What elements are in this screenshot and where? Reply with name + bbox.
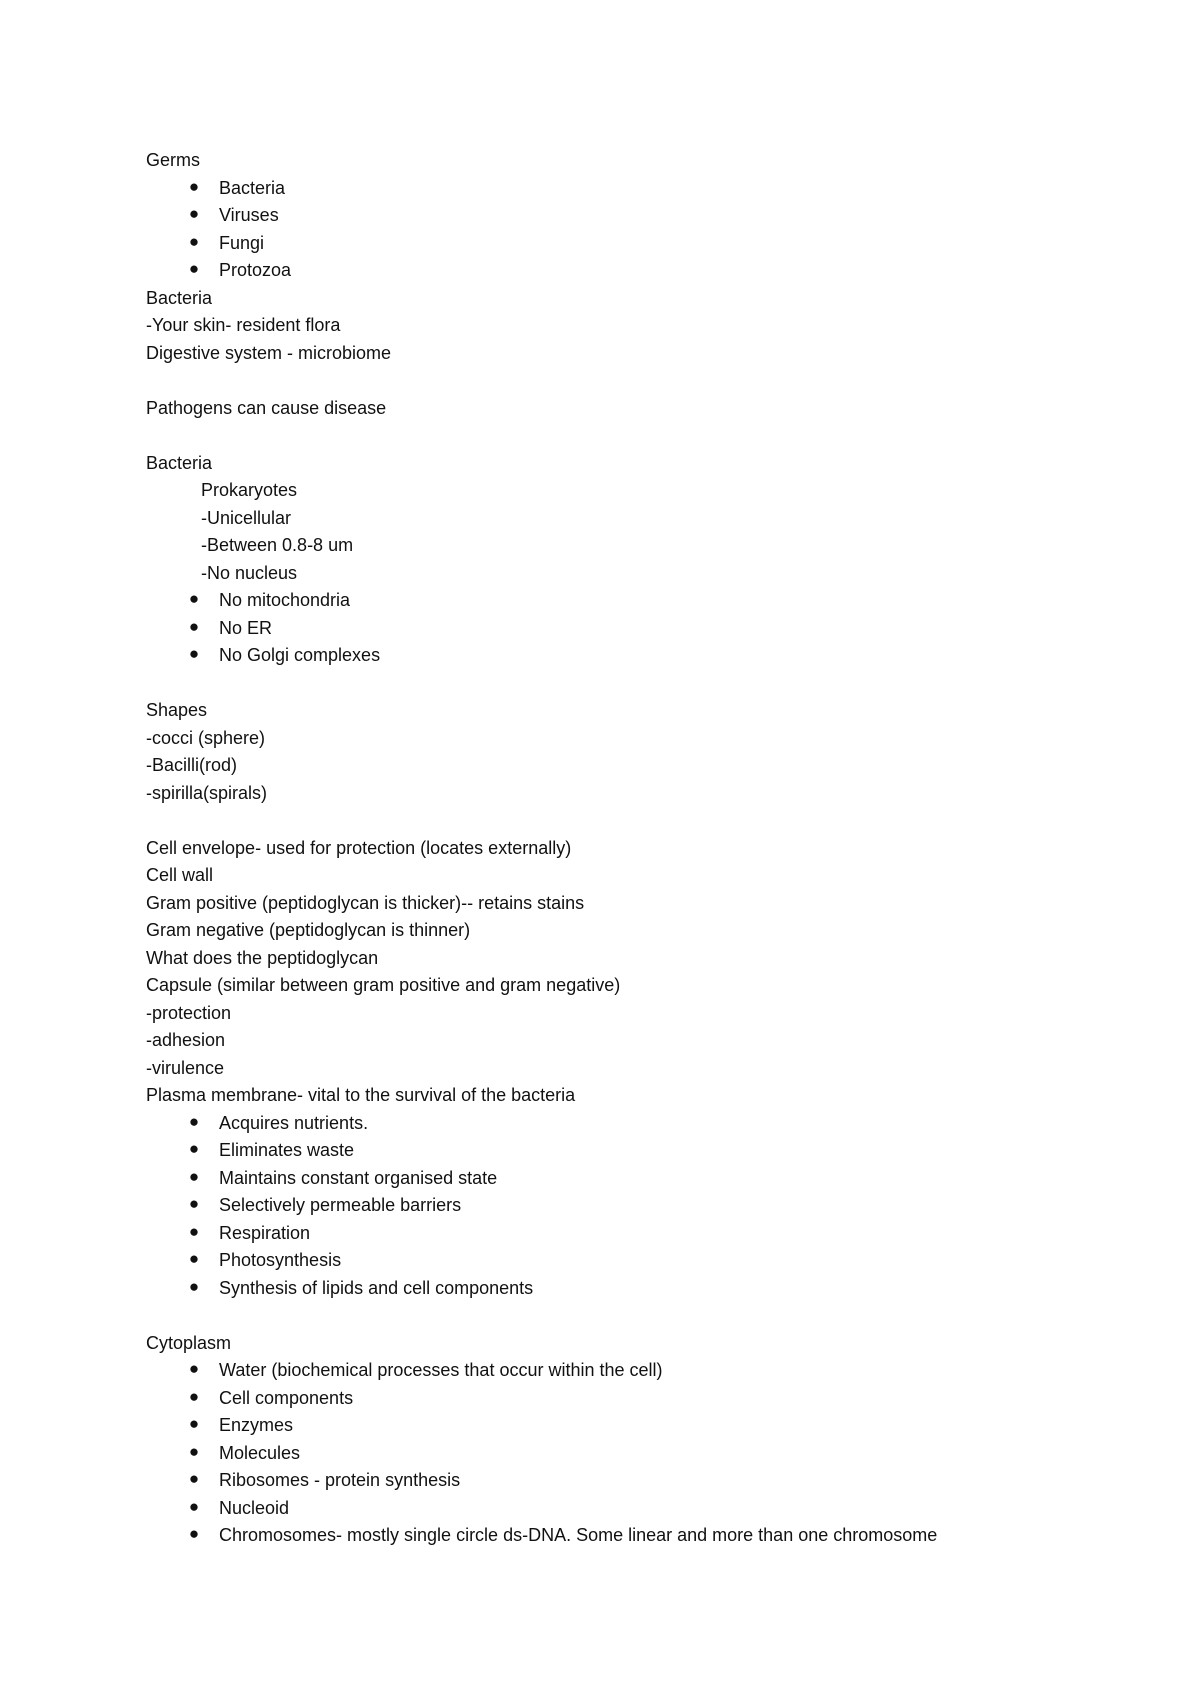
blank-line [146, 1302, 1146, 1330]
bullet-text: Selectively permeable barriers [219, 1195, 462, 1215]
bullet-icon: ● [188, 644, 200, 663]
bullet-item [146, 202, 1146, 230]
bullet-icon: ● [188, 1276, 200, 1296]
bullet-item [146, 175, 1146, 203]
bullet-icon: ● [188, 1166, 200, 1186]
bullet-item [146, 1385, 1146, 1413]
bullet-text: Eliminates waste [219, 1140, 355, 1160]
text-line: Gram positive (peptidoglycan is thicker)-- retains stains [146, 892, 585, 913]
indented-text-line: -Unicellular [201, 507, 292, 528]
bullet-icon: ● [188, 1524, 200, 1543]
bullet-item [146, 1412, 1146, 1440]
text-line: Cell wall [146, 865, 214, 885]
bullet-item [146, 1220, 1146, 1248]
text-line: Bacteria [146, 452, 213, 473]
bullet-item [146, 1165, 1146, 1193]
bullet-item [146, 1247, 1146, 1275]
blank-line [146, 807, 1146, 835]
bullet-icon: ● [188, 589, 200, 608]
bullet-icon: ● [188, 1441, 200, 1461]
bullet-text: Photosynthesis [219, 1250, 342, 1270]
bullet-icon: ● [188, 1414, 200, 1433]
bullet-item [146, 1137, 1146, 1165]
bullet-text: Protozoa [219, 260, 292, 280]
text-line: Bacteria [146, 287, 213, 308]
bullet-icon: ● [188, 1386, 200, 1406]
bullet-text: Maintains constant organised state [219, 1167, 498, 1188]
bullet-text: Acquires nutrients. [219, 1112, 369, 1133]
bullet-item [146, 1357, 1146, 1385]
bullet-text: Nucleoid [219, 1497, 290, 1518]
bullet-item [146, 1522, 1146, 1550]
bullet-icon: ● [188, 1469, 200, 1488]
bullet-text: Respiration [219, 1222, 311, 1243]
bullet-icon: ● [188, 1359, 200, 1378]
text-line: -virulence [146, 1057, 225, 1078]
blank-line [146, 422, 1146, 450]
bullet-item [146, 1275, 1146, 1303]
text-line: -protection [146, 1002, 232, 1023]
text-line: Shapes [146, 700, 208, 720]
text-line: Plasma membrane- vital to the survival of the bacteria [146, 1085, 576, 1105]
bullet-text: No Golgi complexes [219, 645, 381, 665]
bullet-icon: ● [188, 231, 200, 251]
text-line: -Your skin- resident flora [146, 315, 341, 335]
bullet-item [146, 1440, 1146, 1468]
bullet-item [146, 642, 1146, 670]
bullet-item [146, 257, 1146, 285]
bullet-text: Viruses [219, 205, 279, 225]
bullet-item [146, 587, 1146, 615]
bullet-icon: ● [188, 1496, 200, 1516]
bullet-icon: ● [188, 1249, 200, 1268]
indented-text-line: -Between 0.8-8 um [201, 535, 354, 555]
bullet-text: No mitochondria [219, 590, 351, 610]
bullet-icon: ● [188, 176, 200, 196]
bullet-item [146, 230, 1146, 258]
text-line: Digestive system - microbiome [146, 342, 392, 363]
text-line: Gram negative (peptidoglycan is thinner) [146, 920, 471, 940]
bullet-item [146, 1495, 1146, 1523]
bullet-icon: ● [188, 1139, 200, 1158]
bullet-item [146, 1192, 1146, 1220]
text-line: Capsule (similar between gram positive and gram negative) [146, 975, 621, 995]
bullet-text: Enzymes [219, 1415, 294, 1435]
indented-text-line: Prokaryotes [201, 480, 298, 500]
text-line: -Bacilli(rod) [146, 755, 238, 775]
bullet-text: Bacteria [219, 177, 286, 198]
bullet-text: Synthesis of lipids and cell components [219, 1277, 534, 1298]
document-body [146, 147, 1146, 1550]
bullet-text: Molecules [219, 1442, 301, 1463]
text-line: Cell envelope- used for protection (locates externally) [146, 837, 572, 858]
bullet-icon: ● [188, 1221, 200, 1241]
bullet-text: Water (biochemical processes that occur within the cell) [219, 1360, 663, 1380]
blank-line [146, 670, 1146, 698]
bullet-icon: ● [188, 1194, 200, 1213]
text-line: -adhesion [146, 1030, 226, 1050]
text-line: -spirilla(spirals) [146, 782, 268, 803]
bullet-icon: ● [188, 259, 200, 278]
blank-line [146, 367, 1146, 395]
bullet-icon: ● [188, 616, 200, 636]
bullet-item [146, 1467, 1146, 1495]
bullet-icon: ● [188, 204, 200, 223]
bullet-text: Fungi [219, 232, 265, 253]
bullet-text: Chromosomes- mostly single circle ds-DNA. Some linear and more than one chromosome [219, 1525, 938, 1545]
text-line: -cocci (sphere) [146, 727, 266, 748]
bullet-item [146, 1110, 1146, 1138]
text-line: Pathogens can cause disease [146, 397, 387, 418]
text-line: What does the peptidoglycan [146, 947, 379, 968]
text-line: Germs [146, 150, 200, 170]
indented-text-line: -No nucleus [201, 562, 298, 583]
bullet-item [146, 615, 1146, 643]
text-line: Cytoplasm [146, 1332, 232, 1353]
bullet-icon: ● [188, 1111, 200, 1131]
bullet-text: Cell components [219, 1387, 354, 1408]
bullet-text: No ER [219, 617, 273, 638]
bullet-text: Ribosomes - protein synthesis [219, 1470, 461, 1490]
